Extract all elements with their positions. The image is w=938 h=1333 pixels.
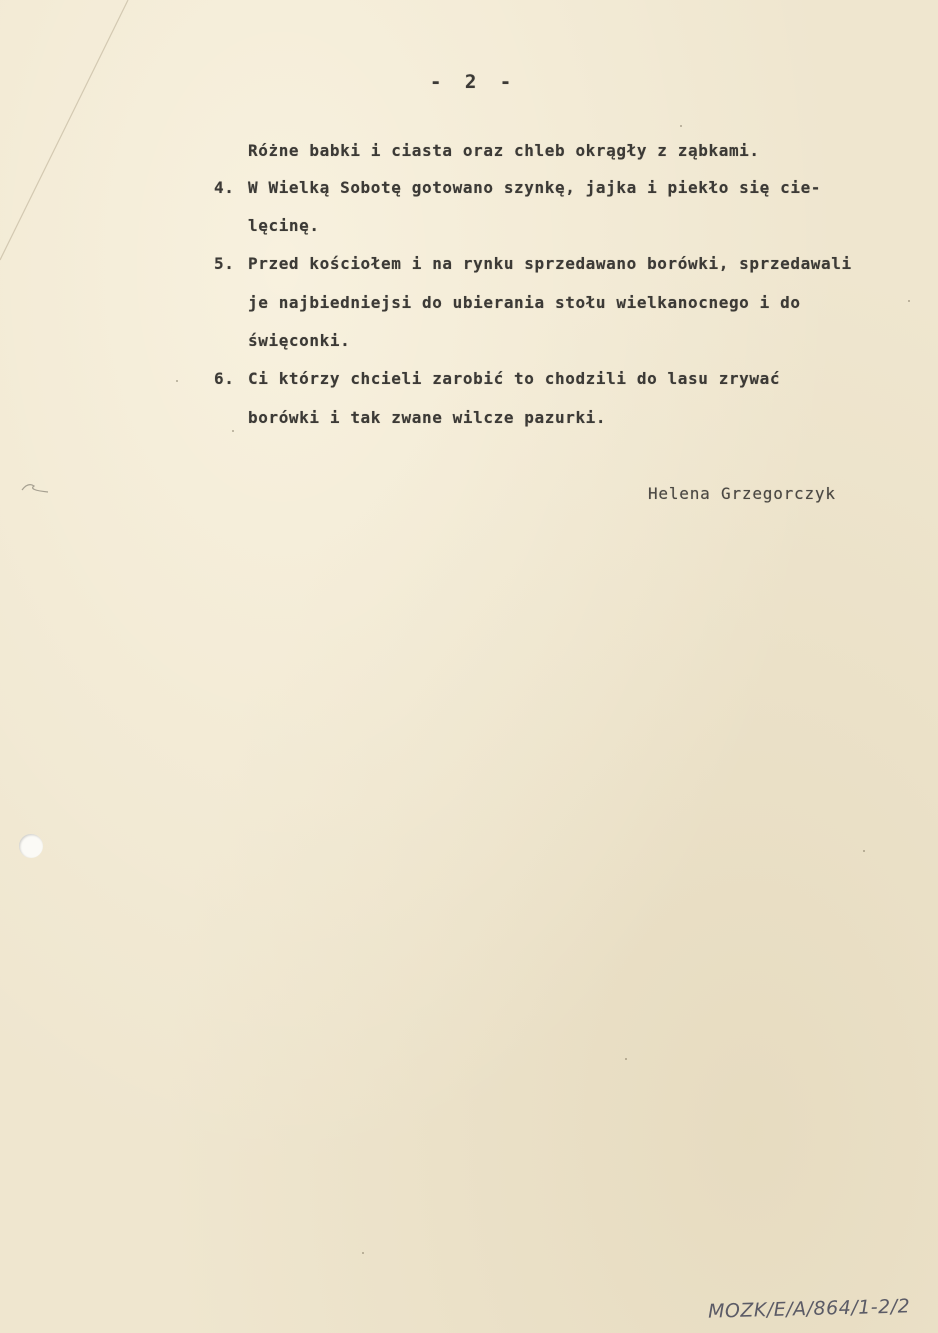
paper-speck	[232, 430, 234, 432]
paper-speck	[625, 1058, 627, 1060]
item-6-line-2: borówki i tak zwane wilcze pazurki.	[248, 408, 607, 427]
paper-speck	[908, 300, 910, 302]
item-6-line-1: Ci którzy chcieli zarobić to chodzili do lasu zrywać	[248, 369, 781, 388]
paper-speck	[176, 380, 178, 382]
item-5-line-3: święconki.	[248, 331, 351, 350]
item-4-line-1: W Wielką Sobotę gotowano szynkę, jajka i piekło się cie-	[248, 178, 822, 197]
paragraph-continuation-line-1: Różne babki i ciasta oraz chleb okrągły z ząbkami.	[248, 141, 760, 160]
page-number: - 2 -	[430, 71, 518, 93]
author-signature: Helena Grzegorczyk	[648, 484, 836, 503]
paper-speck	[680, 125, 682, 127]
paper-speck	[863, 850, 865, 852]
item-5-line-2: je najbiedniejsi do ubierania stołu wielkanocnego i do	[248, 293, 801, 312]
item-5-line-1: Przed kościołem i na rynku sprzedawano borówki, sprzedawali	[248, 254, 852, 273]
item-number-4: 4.	[214, 178, 235, 197]
item-4-line-2: lęcinę.	[248, 216, 320, 235]
item-number-6: 6.	[214, 369, 235, 388]
item-number-5: 5.	[214, 254, 235, 273]
punch-hole	[19, 834, 43, 858]
archive-reference: MOZK/E/A/864/1-2/2	[707, 1295, 911, 1323]
paper-speck	[362, 1252, 364, 1254]
